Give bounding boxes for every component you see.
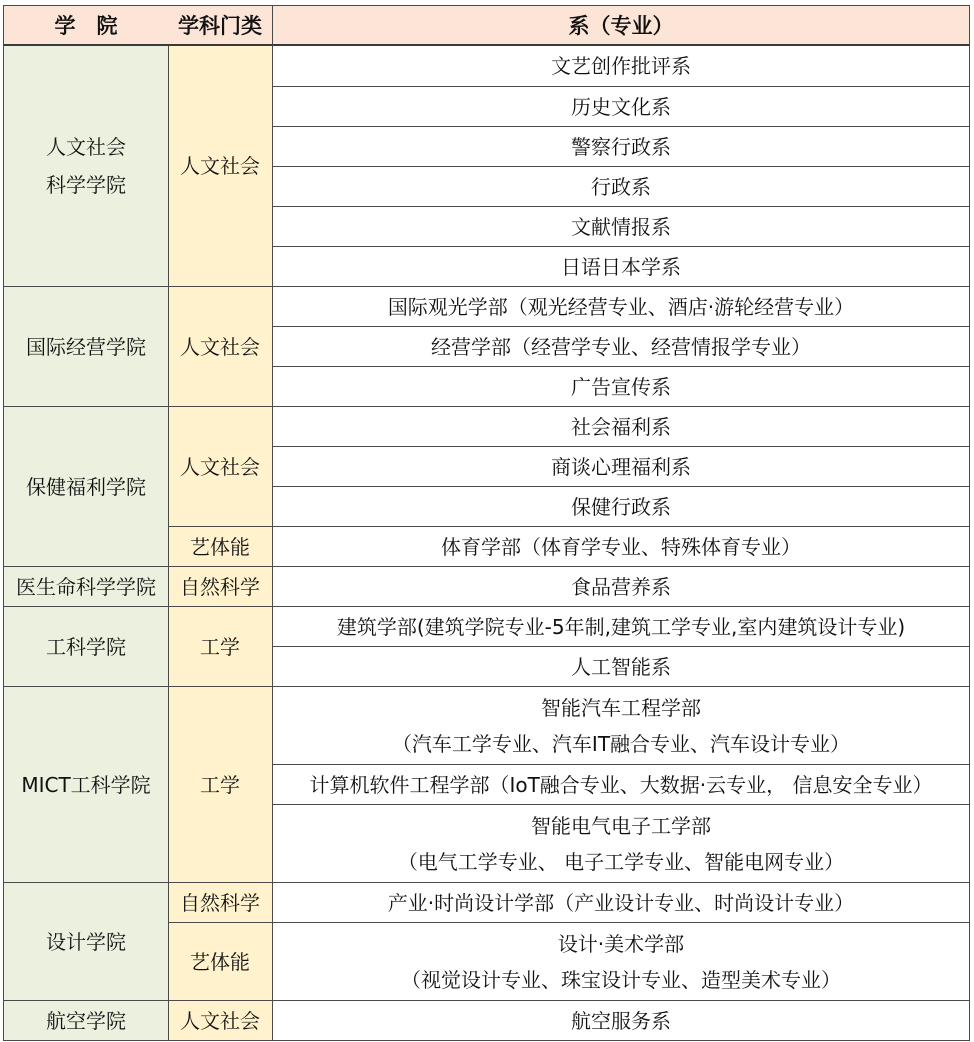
- department-cell: [273, 167, 970, 207]
- department-cell: [273, 487, 970, 527]
- department-cell-line: 商谈心理福利系: [551, 454, 691, 479]
- department-cell-line: （汽车工学专业、汽车IT融合专业、汽车设计专业）: [391, 731, 851, 756]
- department-cell-line: 人工智能系: [571, 654, 671, 679]
- department-cell-line: 航空服务系: [571, 1008, 671, 1033]
- department-cell: [273, 647, 970, 687]
- header-department: 系（专业）: [273, 5, 970, 46]
- category-cell: [168, 687, 273, 883]
- category-cell-line: 人文社会: [180, 454, 260, 479]
- department-cell: [273, 127, 970, 167]
- department-cell: [273, 687, 970, 765]
- department-cell-line: （电气工学专业、 电子工学专业、智能电网专业）: [397, 849, 845, 874]
- category-cell: [168, 46, 273, 287]
- college-cell-line: MICT工科学院: [21, 772, 151, 797]
- college-cell-line: 保健福利学院: [26, 474, 146, 499]
- department-cell-line: 文献情报系: [571, 214, 671, 239]
- category-cell: [168, 287, 273, 407]
- department-cell: [273, 923, 970, 1001]
- department-cell-line: 智能汽车工程学部: [541, 695, 701, 720]
- department-cell-line: 文艺创作批评系: [551, 54, 691, 78]
- department-cell: [273, 765, 970, 805]
- department-cell: [273, 527, 970, 567]
- category-cell-line: 自然科学: [180, 574, 260, 599]
- department-cell-line: 产业·时尚设计学部（产业设计专业、时尚设计专业）: [387, 890, 855, 915]
- college-cell-line: 科学学院: [46, 173, 126, 197]
- college-cell-line: 航空学院: [46, 1008, 126, 1033]
- college-cell: [3, 607, 169, 687]
- department-cell-line: 体育学部（体育学专业、特殊体育专业）: [441, 534, 801, 559]
- category-cell: [168, 527, 273, 567]
- college-cell-line: 工科学院: [46, 634, 126, 659]
- department-cell: [273, 407, 970, 447]
- category-cell-line: 人文社会: [180, 334, 260, 359]
- category-cell: [168, 607, 273, 687]
- department-cell-line: 历史文化系: [571, 94, 671, 119]
- department-cell: [273, 327, 970, 367]
- department-cell-line: 智能电气电子工学部: [531, 813, 711, 838]
- department-cell: [273, 805, 970, 883]
- college-cell: [3, 46, 169, 287]
- category-cell: [168, 883, 273, 923]
- department-cell-line: 日语日本学系: [561, 254, 681, 279]
- department-cell-line: 警察行政系: [571, 134, 671, 159]
- category-cell: [168, 407, 273, 527]
- category-cell-line: 工学: [200, 772, 240, 797]
- college-cell-line: 国际经营学院: [26, 334, 146, 359]
- category-cell-line: 工学: [200, 634, 240, 659]
- department-cell-line: （视觉设计专业、珠宝设计专业、造型美术专业）: [401, 967, 841, 992]
- department-cell: [273, 247, 970, 287]
- college-cell-line: 人文社会: [46, 135, 126, 159]
- department-cell: [273, 367, 970, 407]
- college-cell-line: 设计学院: [46, 929, 126, 954]
- department-cell-line: 设计·美术学部: [557, 931, 685, 956]
- college-cell: [3, 687, 169, 883]
- category-cell: [168, 923, 273, 1001]
- category-cell: [168, 567, 273, 607]
- category-cell-line: 自然科学: [180, 890, 260, 915]
- category-cell-line: 艺体能: [190, 949, 250, 974]
- department-cell: [273, 447, 970, 487]
- category-cell-line: 人文社会: [180, 1008, 260, 1033]
- category-cell: [168, 1001, 273, 1041]
- department-cell-line: 行政系: [591, 174, 651, 199]
- header-category: 学科门类: [168, 5, 273, 46]
- department-cell: [273, 287, 970, 327]
- department-cell-line: 食品营养系: [571, 574, 671, 599]
- college-cell: [3, 407, 169, 567]
- department-cell-line: 建筑学部(建筑学院专业-5年制,建筑工学专业,室内建筑设计专业): [336, 614, 906, 639]
- department-cell: [273, 883, 970, 923]
- category-cell-line: 艺体能: [190, 534, 250, 559]
- header-college: 学 院: [3, 5, 169, 46]
- department-cell: [273, 567, 970, 607]
- department-cell: [273, 1001, 970, 1041]
- department-cell: [273, 207, 970, 247]
- department-cell-line: 计算机软件工程学部（IoT融合专业、大数据·云专业， 信息安全专业）: [309, 772, 933, 797]
- college-cell-line: 医生命科学学院: [16, 574, 156, 599]
- department-cell-line: 广告宣传系: [571, 374, 671, 399]
- department-cell-line: 保健行政系: [571, 494, 671, 519]
- college-cell: [3, 287, 169, 407]
- department-cell-line: 经营学部（经营学专业、经营情报学专业）: [431, 334, 811, 359]
- college-cell: [3, 1001, 169, 1041]
- department-cell: [273, 87, 970, 127]
- department-cell-line: 国际观光学部（观光经营专业、酒店·游轮经营专业）: [387, 294, 855, 319]
- category-cell-line: 人文社会: [180, 154, 260, 178]
- department-cell: [273, 607, 970, 647]
- department-cell: [273, 46, 970, 87]
- college-cell: [3, 567, 169, 607]
- college-cell: [3, 883, 169, 1001]
- department-cell-line: 社会福利系: [571, 414, 671, 439]
